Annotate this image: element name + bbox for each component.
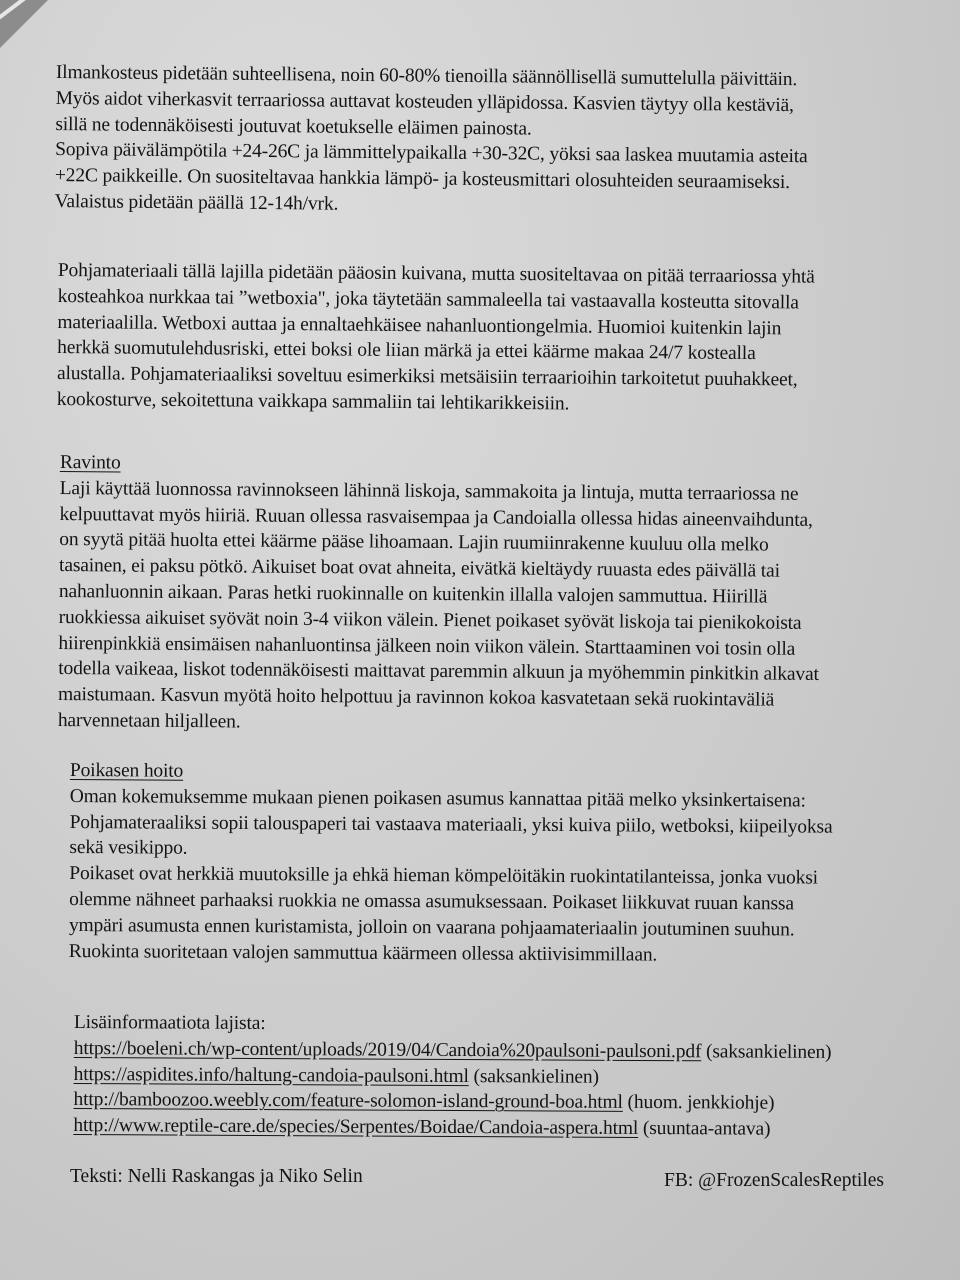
text-line: alustalla. Pohjamateriaaliksi soveltuu esimerkiksi metsäisiin terraarioihin tarkoitetut puuhakkeet, xyxy=(56,363,798,391)
section-heading-juvenile-care: Poikasen hoito xyxy=(69,759,184,782)
text-line: sillä ne todennäköisesti joutuvat koetukselle eläimen painosta. xyxy=(55,113,532,140)
text-line: harvennetaan hiljalleen. xyxy=(57,709,241,733)
diet-section xyxy=(58,450,821,740)
text-line: maistumaan. Kasvun myötä hoito helpottuu ja ravinnon kokoa kasvatetaan sekä ruokintaväliä xyxy=(57,684,775,711)
reference-link-aspidites[interactable]: https://aspidites.info/haltung-candoia-paulsoni.html xyxy=(73,1063,469,1087)
reference-link-row xyxy=(74,1062,832,1092)
reference-link-row xyxy=(73,1113,831,1143)
text-line: Poikaset ovat herkkiä muutoksille ja ehkä hieman kömpelöitäkin ruokintatilanteissa, jonka vuoksi xyxy=(69,863,818,889)
link-note: (huom. jenkkiohje) xyxy=(622,1092,775,1115)
text-line: Laji käyttää luonnossa ravinnokseen lähinnä liskoja, sammakoita ja lintuja, mutta terraariossa ne xyxy=(59,477,799,505)
text-line: Ruokinta suoritetaan valojen sammuttua käärmeen ollessa aktiivisimmillaan. xyxy=(68,940,658,966)
text-line: kookosturve, sekoitettuna vaikkapa sammaliin tai lehtikarikkeisiin. xyxy=(56,388,570,415)
text-line: Pohjamateraaliksi sopii talouspaperi tai vastaava materiaali, yksi kuiva piilo, wetboksi, kiipeilyoksa xyxy=(69,811,833,838)
footer-authors: Teksti: Nelli Raskangas ja Niko Selin xyxy=(70,1166,363,1187)
reference-link-reptile-care[interactable]: http://www.reptile-care.de/species/Serpentes/Boidae/Candoia-aspera.html xyxy=(73,1115,639,1140)
text-line: tasainen, ei paksu pötkö. Aikuiset boat ovat ahneita, eivätkä kieltäydy ruuasta edes päivällä tai xyxy=(59,555,780,582)
link-note: (saksankielinen) xyxy=(468,1065,599,1088)
folded-page-corner xyxy=(0,0,48,48)
text-line: hiirenpinkkiä ensimäisen nahanluontinsa jälkeen noin viikon välein. Starttaaminen voi tosin olla xyxy=(58,632,796,660)
text-line: Valaistus pidetään päällä 12-14h/vrk. xyxy=(54,190,339,215)
link-note: (suuntaa-antava) xyxy=(638,1118,771,1140)
text-line: kosteahkoa nurkkaa tai ”wetboxia", joka täytetään sammaleella tai vastaavalla kosteutta sitovalla xyxy=(57,285,799,314)
text-line: kelpuuttavat myös hiiriä. Ruuan ollessa rasvaisempaa ja Candoialla ollessa hidas aineenvaihdunta, xyxy=(59,503,813,531)
reference-link-row xyxy=(73,1087,831,1117)
juvenile-care-section xyxy=(69,758,833,969)
link-note: (saksankielinen) xyxy=(701,1041,832,1063)
text-line: ympäri asumusta ennen kuristamista, jolloin on vaarana pohjaamateriaalin joutuminen suuhun. xyxy=(68,914,795,941)
text-line: materiaalilla. Wetboxi auttaa ja ennaltaehkäisee nahanluontiongelmia. Huomioi kuitenkin lajin xyxy=(57,311,782,339)
text-line: herkkä suomutulehdusriski, ettei boksi ole liian märkä ja ettei käärme makaa 24/7 kostealla xyxy=(57,337,756,365)
reference-link-row xyxy=(74,1036,832,1066)
text-line: Pohjamateriaali tällä lajilla pidetään pääosin kuivana, mutta suositeltavaa on pitää terraariossa yhtä xyxy=(57,259,815,288)
text-line: Myös aidot viherkasvit terraariossa auttavat kosteuden ylläpidossa. Kasvien täytyy olla kestäviä, xyxy=(55,87,794,116)
text-line: Ilmankosteus pidetään suhteellisena, noin 60-80% tienoilla säännöllisellä sumuttelulla päivittäin. xyxy=(55,61,798,91)
more-info-label: Lisäinformaatiota lajista: xyxy=(73,1012,266,1035)
text-line: Sopiva päivälämpötila +24-26C ja lämmittelypaikalla +30-32C, yöksi saa laskea muutamia asteita xyxy=(55,139,808,168)
substrate-paragraph xyxy=(57,258,815,419)
text-line: ruokkiessa aikuiset syövät noin 3-4 viikon välein. Pienet poikaset syövät liskoja tai pienikokoista xyxy=(58,606,802,634)
text-line: sekä vesikippo. xyxy=(69,837,188,860)
reference-link-boeleni[interactable]: https://boeleni.ch/wp-content/uploads/2019/04/Candoia%20paulsoni-paulsoni.pdf xyxy=(73,1037,702,1063)
text-line: +22C paikkeille. On suositeltavaa hankkia lämpö- ja kosteusmittari olosuhteiden seuraamiseksi. xyxy=(54,165,790,194)
text-line: Oman kokemuksemme mukaan pienen poikasen asumus kannattaa pitää melko yksinkertaisena: xyxy=(69,785,806,812)
footer-facebook: FB: @FrozenScalesReptiles xyxy=(664,1170,884,1191)
text-line: on syytä pitää huolta ettei käärme pääse lihoamaan. Lajin ruumiinrakenne kuuluu olla melko xyxy=(59,529,769,556)
more-info-section xyxy=(73,1010,831,1143)
text-line: todella vaikeaa, liskot todennäköisesti maittavat paremmin alkuun ja myöhemmin pinkitkin alkavat xyxy=(58,658,819,686)
reference-link-bamboozoo[interactable]: http://bamboozoo.weebly.com/feature-solomon-island-ground-boa.html xyxy=(73,1089,623,1114)
text-line: olemme nähneet parhaaksi ruokkia ne omassa asumuksessaan. Poikaset liikkuvat ruuan kanssa xyxy=(69,888,794,915)
environment-paragraph xyxy=(55,60,809,222)
section-heading-diet: Ravinto xyxy=(59,451,121,474)
text-line: nahanluonnin aikaan. Paras hetki ruokinnalle on kuitenkin illalla valojen sammuttua. Hiirillä xyxy=(58,580,768,608)
